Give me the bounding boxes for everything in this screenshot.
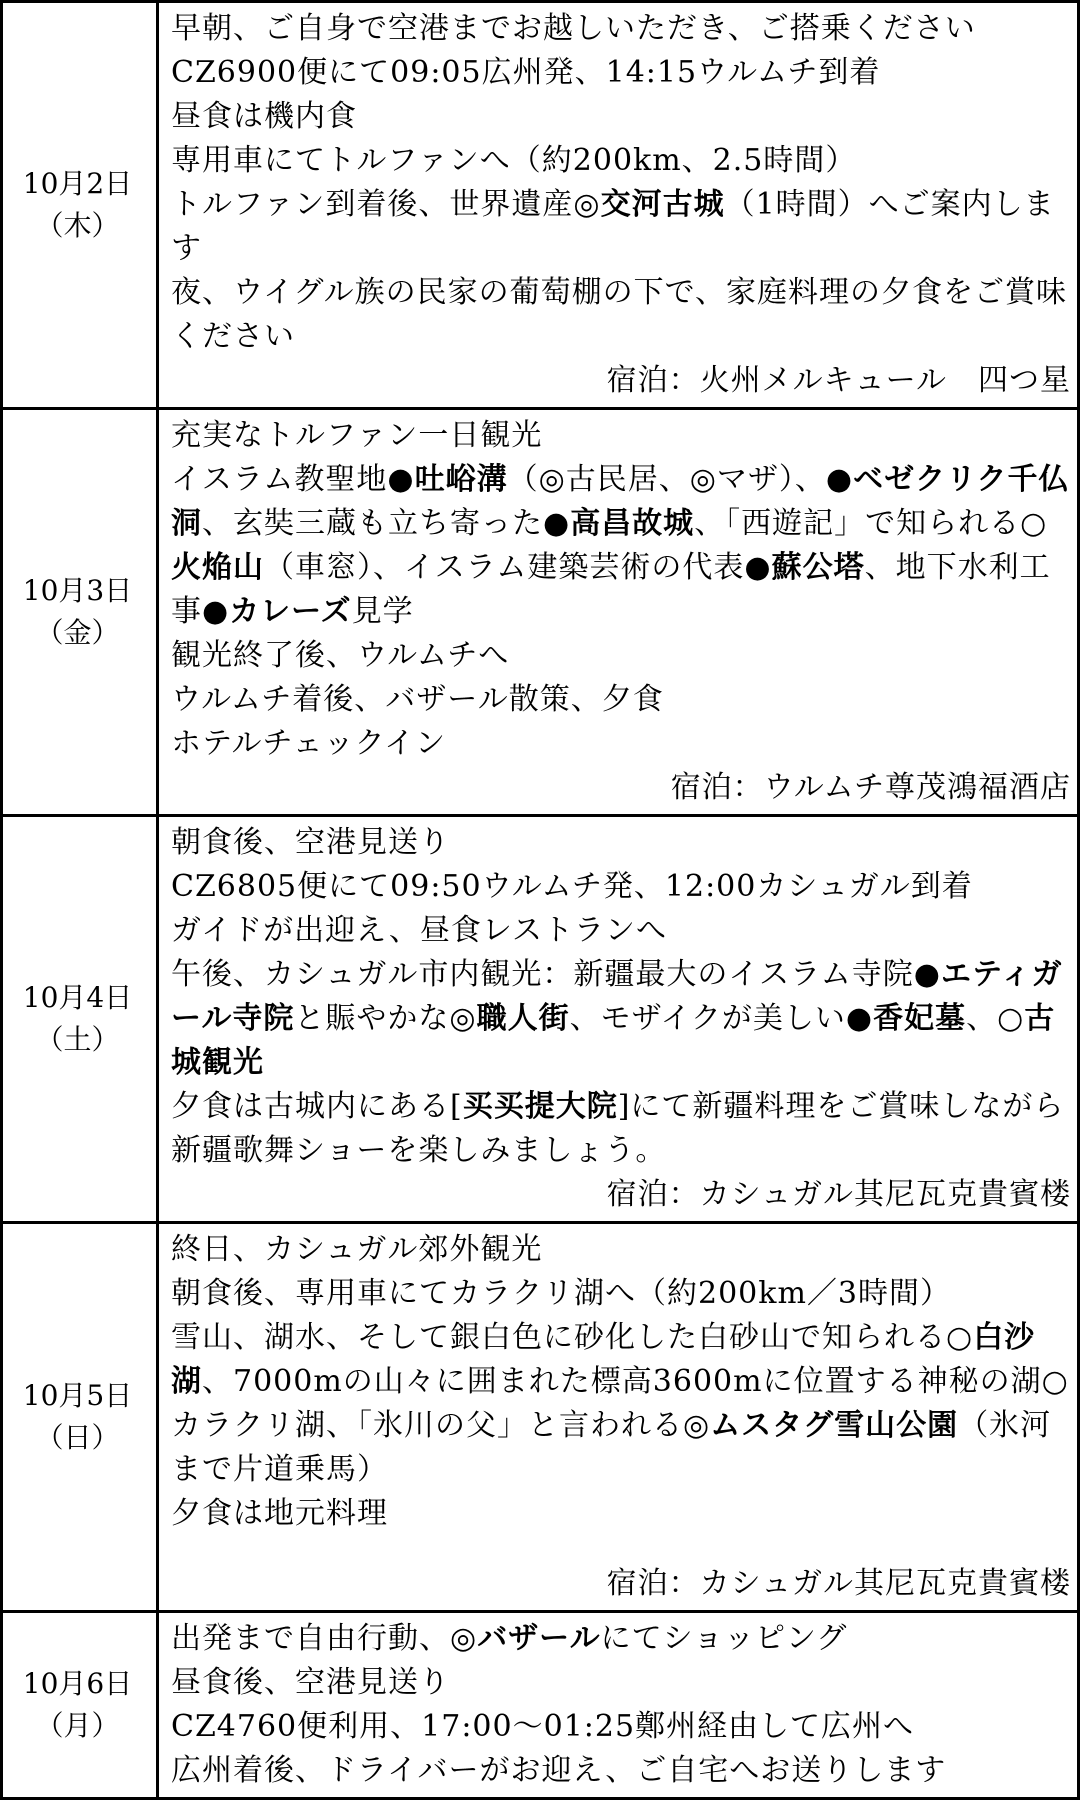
sightseeing-spot: エティガール寺院 [171,957,1063,1036]
schedule-line [171,1617,1071,1661]
sightseeing-spot: 香妃墓 [873,1001,967,1036]
schedule-line [171,909,1071,953]
schedule-line [171,51,1071,95]
lodging-info: 宿泊：ウルムチ尊茂鴻福酒店 [670,770,1071,805]
itinerary-body [2,2,1079,1799]
schedule-line [171,678,1071,722]
schedule-line [171,821,1071,865]
schedule-text: 観光終了後、ウルムチへ [171,638,510,673]
schedule-text: 終日、カシュガル郊外観光 [171,1232,543,1267]
day-date: 10月4日 [22,981,133,1014]
day-date-cell [2,2,158,409]
sightseeing-spot: 白沙湖 [171,1320,1036,1399]
schedule-line [171,458,1071,634]
day-weekday: （木） [35,209,120,242]
day-row [2,2,1079,409]
schedule-text: イスラム教聖地● [171,462,415,497]
schedule-text: ウルムチ着後、バザール散策、夕食 [171,682,664,717]
schedule-text: CZ4760便利用、17:00～01:25鄭州経由して広州へ [171,1709,915,1744]
schedule-line [171,865,1071,909]
lodging-info: 宿泊：カシュガル其尼瓦克貴賓楼 [606,1566,1071,1601]
day-date-cell [2,816,158,1223]
schedule-text: トルファン到着後、世界遺産◎ [171,187,601,222]
day-detail-cell [158,816,1079,1223]
schedule-line [171,1228,1071,1272]
sightseeing-spot: カレーズ [229,594,352,629]
schedule-text: 、7000mの山々に囲まれた標高3600mに位置する神秘の湖○カラクリ湖、「氷川の父」と言われる◎ [171,1364,1069,1443]
sightseeing-spot: 买买提大院 [462,1089,618,1124]
schedule-text: 夕食は地元料理 [171,1496,388,1531]
day-date: 10月5日 [22,1379,133,1412]
schedule-text: と賑やかな◎ [294,1001,477,1036]
schedule-text: ガイドが出迎え、昼食レストランへ [171,913,667,948]
day-detail-cell [158,409,1079,816]
schedule-text: （車窓）、イスラム建築芸術の代表● [264,550,772,585]
schedule-text: 、玄奘三蔵も立ち寄った● [202,506,571,541]
day-weekday: （金） [35,616,120,649]
day-row [2,1612,1079,1799]
schedule-text: ホテルチェックイン [171,726,447,761]
day-row [2,816,1079,1223]
schedule-text: 、地下水利工事● [171,550,1051,629]
schedule-text: CZ6805便にて09:50ウルムチ発、12:00カシュガル到着 [171,869,973,904]
schedule-line [171,1705,1071,1749]
schedule-line [171,7,1071,51]
sightseeing-spot: ムスタグ雪山公園 [710,1408,959,1443]
schedule-text: 昼食は機内食 [171,99,357,134]
day-date-cell [2,409,158,816]
schedule-line [171,1661,1071,1705]
sightseeing-spot: 交河古城 [600,187,725,222]
schedule-text: 見学 [351,594,414,629]
schedule-line [171,271,1071,359]
day-date: 10月2日 [22,167,133,200]
schedule-text: 夕食は古城内にある[ [171,1089,463,1124]
sightseeing-spot: 吐峪溝 [414,462,508,497]
schedule-line [171,95,1071,139]
schedule-text: 、モザイクが美しい● [569,1001,874,1036]
sightseeing-spot: バザール [477,1621,601,1656]
schedule-text: 、「西遊記」で知られる○ [694,506,1048,541]
schedule-text: 広州着後、ドライバーがお迎え、ご自宅へお送りします [171,1753,947,1788]
schedule-line [171,1749,1071,1793]
sightseeing-spot: 職人街 [476,1001,570,1036]
schedule-line [171,1085,1071,1173]
schedule-text: にてショッピング [600,1621,848,1656]
schedule-text: （1時間）へご案内します [171,187,1055,266]
day-weekday: （日） [35,1421,120,1454]
day-detail-cell [158,1223,1079,1612]
schedule-line [171,1492,1071,1536]
schedule-line [171,139,1071,183]
schedule-text: 午後、カシュガル市内観光：新疆最大のイスラム寺院● [171,957,941,992]
schedule-text: 朝食後、専用車にてカラクリ湖へ（約200km／3時間） [171,1276,951,1311]
day-date-cell [2,1223,158,1612]
day-weekday: （土） [35,1023,120,1056]
schedule-text: ]にて新疆料理をご賞味しながら新疆歌舞ショーを楽しみましょう。 [171,1089,1065,1168]
schedule-text: 早朝、ご自身で空港までお越しいただき、ご搭乗ください [171,11,976,46]
schedule-line [171,1272,1071,1316]
lodging-info: 宿泊：火州メルキュール 四つ星 [606,363,1071,398]
schedule-line [171,634,1071,678]
schedule-line [171,414,1071,458]
schedule-text: 雪山、湖水、そして銀白色に砂化した白砂山で知られる○ [171,1320,974,1355]
sightseeing-spot: 古城観光 [171,1001,1056,1080]
day-detail-cell [158,1612,1079,1799]
schedule-text: （◎古民居、◎マザ）、● [507,462,854,497]
day-weekday: （月） [35,1709,120,1742]
day-date: 10月6日 [22,1667,133,1700]
day-row [2,409,1079,816]
schedule-text: 昼食後、空港見送り [171,1665,450,1700]
lodging-info: 宿泊：カシュガル其尼瓦克貴賓楼 [606,1177,1071,1212]
schedule-line [171,722,1071,766]
day-detail-cell [158,2,1079,409]
schedule-line [171,1316,1071,1492]
schedule-text: （氷河まで片道乗馬） [171,1408,1052,1487]
day-row [2,1223,1079,1612]
day-date-cell [2,1612,158,1799]
schedule-text: 充実なトルファン一日観光 [171,418,543,453]
schedule-text: 朝食後、空港見送り [171,825,450,860]
sightseeing-spot: 火焔山 [171,550,264,585]
sightseeing-spot: ベゼクリク千仏洞 [171,462,1070,541]
schedule-text: 、○ [966,1001,1025,1036]
schedule-text: 夜、ウイグル族の民家の葡萄棚の下で、家庭料理の夕食をご賞味ください [171,275,1067,354]
sightseeing-spot: 高昌故城 [570,506,695,541]
schedule-text: CZ6900便にて09:05広州発、14:15ウルムチ到着 [171,55,881,90]
schedule-line [171,183,1071,271]
schedule-line [171,953,1071,1085]
schedule-text: 出発まで自由行動、◎ [171,1621,478,1656]
schedule-text: 専用車にてトルファンへ（約200km、2.5時間） [171,143,857,178]
day-date: 10月3日 [22,574,133,607]
sightseeing-spot: 蘇公塔 [771,550,865,585]
